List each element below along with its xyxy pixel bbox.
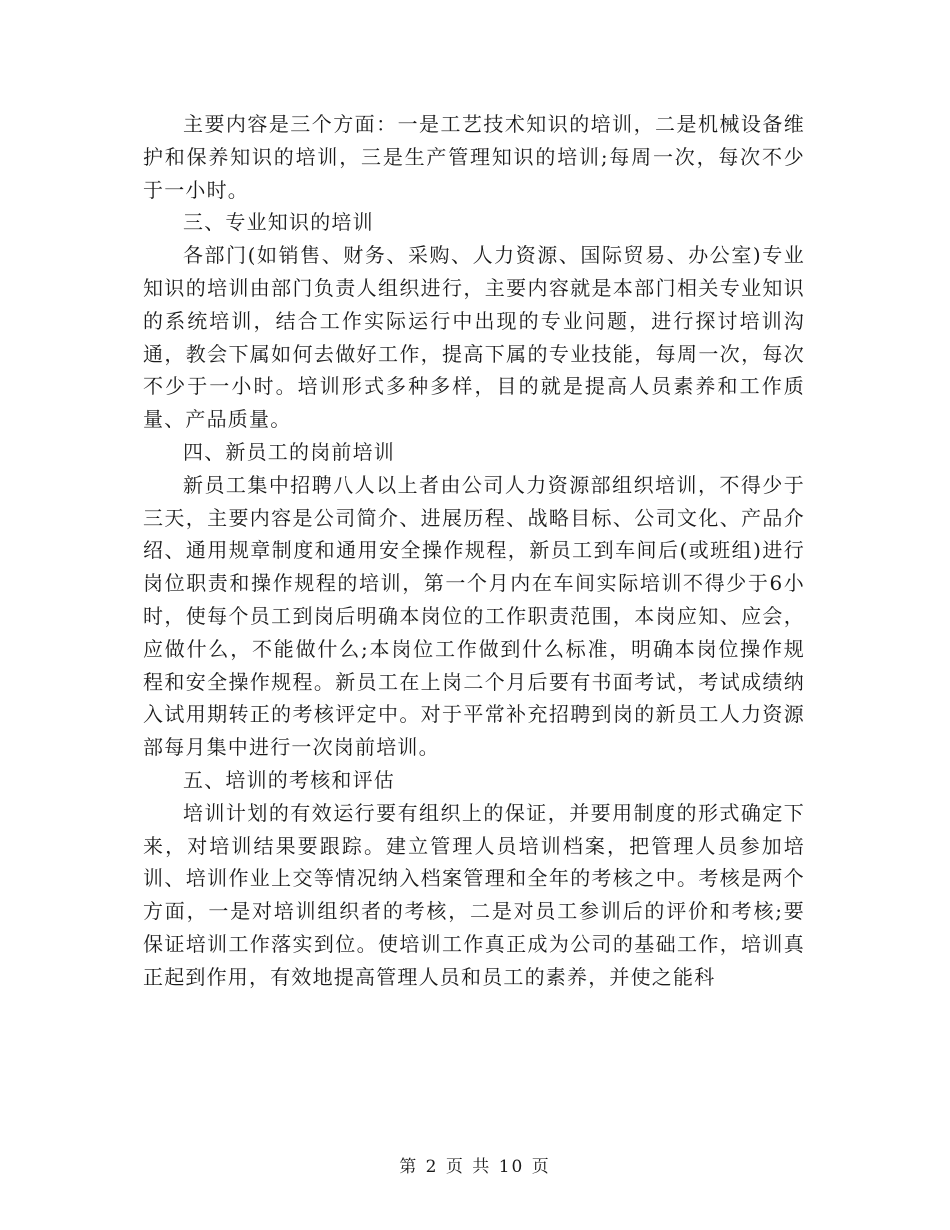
heading-section-3: 三、专业知识的培训	[183, 210, 374, 235]
page-number-footer: 第 2 页 共 10 页	[399, 1157, 551, 1177]
paragraph-new-employee-training: 新员工集中招聘八人以上者由公司人力资源部组织培训，不得少于三天，主要内容是公司简介、进展历程、战略目标、公司文化、产品介绍、通用规章制度和通用安全操作规程，新员工到车间后(或班组)进行岗位职责和操作规程的培训，第一个月内在车间实际培训不得少于6小时，使每个员工到岗后明确本岗位的工作职责范围，本岗应知、应会，应做什么，不能做什么;本岗位工作做到什么标准，明确本岗位操作规程和安全操作规程。新员工在上岗二个月后要有书面考试，考试成绩纳入试用期转正的考核评定中。对于平常补充招聘到岗的新员工人力资源部每月集中进行一次岗前培训。	[143, 472, 805, 760]
heading-section-5: 五、培训的考核和评估	[183, 767, 395, 792]
heading-section-4: 四、新员工的岗前培训	[183, 439, 395, 464]
paragraph-main-content: 主要内容是三个方面：一是工艺技术知识的培训，二是机械设备维护和保养知识的培训，三是生产管理知识的培训;每周一次，每次不少于一小时。	[143, 112, 805, 202]
document-body	[143, 108, 805, 994]
paragraph-assessment: 培训计划的有效运行要有组织上的保证，并要用制度的形式确定下来，对培训结果要跟踪。建立管理人员培训档案，把管理人员参加培训、培训作业上交等情况纳入档案管理和全年的考核之中。考核是两个方面，一是对培训组织者的考核，二是对员工参训后的评价和考核;要保证培训工作落实到位。使培训工作真正成为公司的基础工作，培训真正起到作用，有效地提高管理人员和员工的素养，并使之能科	[143, 800, 805, 989]
paragraph-professional-training: 各部门(如销售、财务、采购、人力资源、国际贸易、办公室)专业知识的培训由部门负责人组织进行，主要内容就是本部门相关专业知识的系统培训，结合工作实际运行中出现的专业问题，进行探讨培训沟通，教会下属如何去做好工作，提高下属的专业技能，每周一次，每次不少于一小时。培训形式多种多样，目的就是提高人员素养和工作质量、产品质量。	[143, 243, 805, 432]
